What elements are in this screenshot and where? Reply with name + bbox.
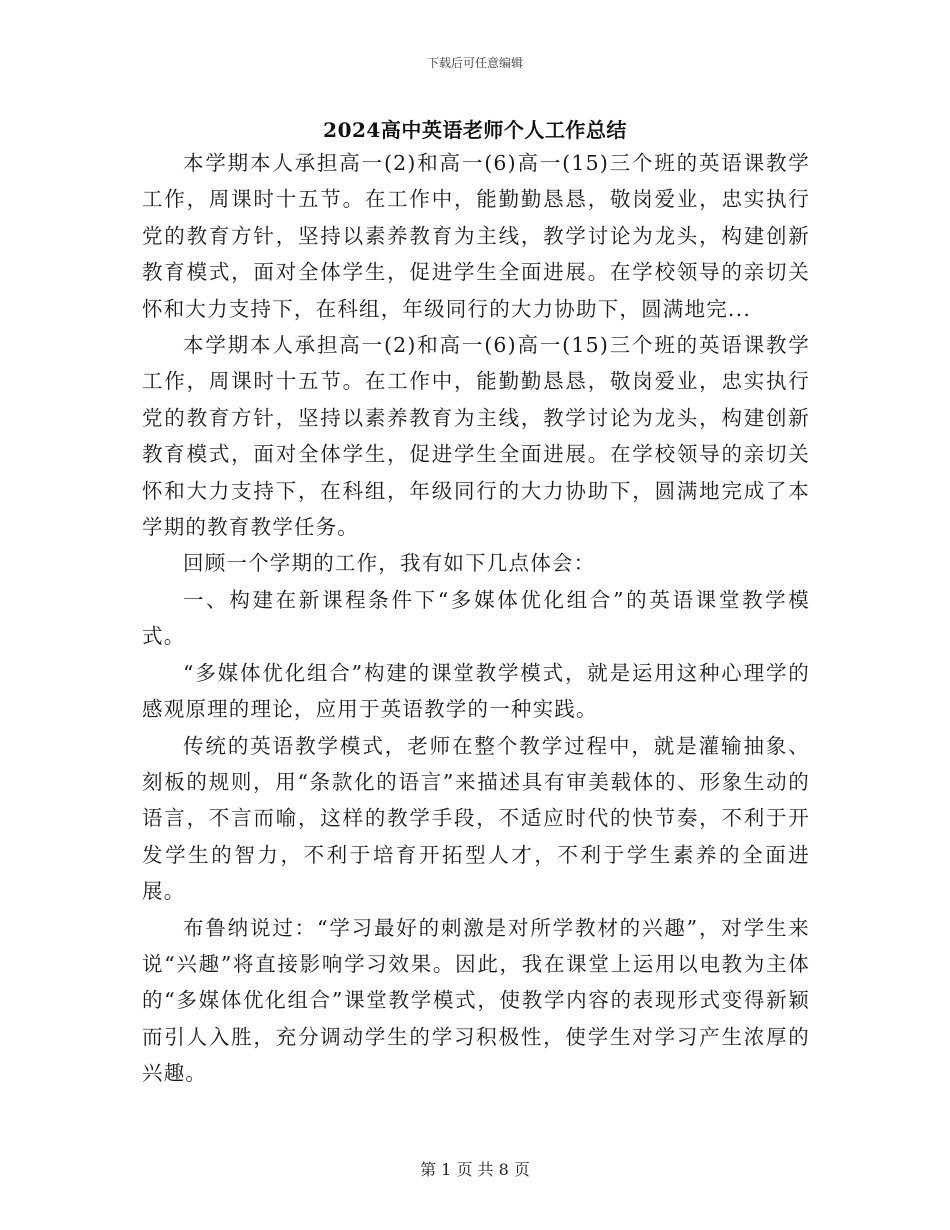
paragraph-intro: 本学期本人承担高一(2)和高一(6)高一(15)三个班的英语课教学工作，周课时十五节。在工作中，能勤勤恳恳，敬岗爱业，忠实执行党的教育方针，坚持以素养教育为主线，教学讨论为龙头，构建创新教育模式，面对全体学生，促进学生全面进展。在学校领导的亲切关怀和大力支持下，在科组，年级同行的大力协助下，圆满地完成了本学期的教育教学任务。 [142,333,810,540]
paragraph-multimedia-model: “多媒体优化组合”构建的课堂教学模式，就是运用这种心理学的感观原理的理论，应用于英语教学的一种实践。 [142,660,810,722]
document-title: 2024高中英语老师个人工作总结 [323,118,627,142]
document-body [142,145,810,1092]
page-number-footer: 第 1 页 共 8 页 [420,1160,530,1179]
paragraph-reflection-lead: 回顾一个学期的工作，我有如下几点体会： [183,551,596,576]
paragraph-summary-excerpt: 本学期本人承担高一(2)和高一(6)高一(15)三个班的英语课教学工作，周课时十五节。在工作中，能勤勤恳恳，敬岗爱业，忠实执行党的教育方针，坚持以素养教育为主线，教学讨论为龙头，构建创新教育模式，面对全体学生，促进学生全面进展。在学校领导的亲切关怀和大力支持下，在科组，年级同行的大力协助下，圆满地完... [142,151,810,321]
paragraph-section-heading-1: 一、构建在新课程条件下“多媒体优化组合”的英语课堂教学模式。 [142,587,810,649]
page-header-note: 下载后可任意编辑 [426,56,523,70]
paragraph-bruner-quote: 布鲁纳说过：“学习最好的刺激是对所学教材的兴趣”，对学生来说“兴趣”将直接影响学习效果。因此，我在课堂上运用以电教为主体的“多媒体优化组合”课堂教学模式，使教学内容的表现形式变得新颖而引人入胜，充分调动学生的学习积极性，使学生对学习产生浓厚的兴趣。 [142,915,810,1086]
paragraph-traditional-teaching: 传统的英语教学模式，老师在整个教学过程中，就是灌输抽象、刻板的规则，用“条款化的语言”来描述具有审美载体的、形象生动的语言，不言而喻，这样的教学手段，不适应时代的快节奏，不利于开发学生的智力，不利于培育开拓型人才，不利于学生素养的全面进展。 [142,733,810,904]
